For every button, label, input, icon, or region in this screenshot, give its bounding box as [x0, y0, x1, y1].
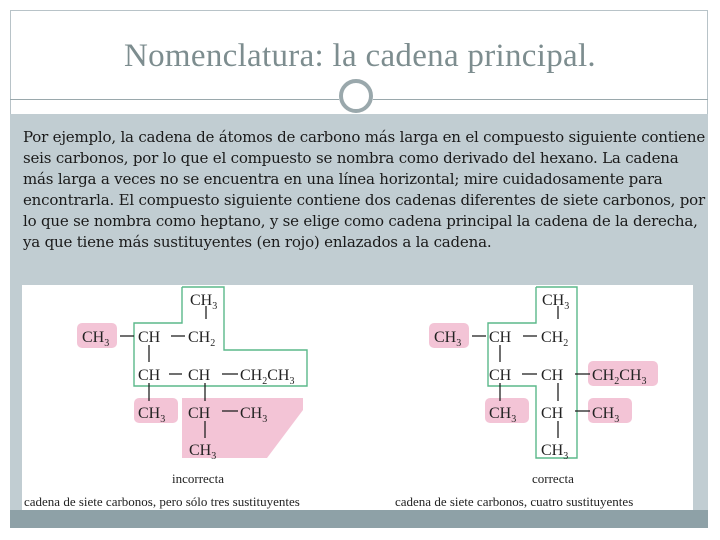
label-ch3-left: $CH_3$ — [82, 329, 110, 349]
label-ch3-bottom: $CH_3$ — [189, 442, 217, 462]
chain-diagram — [22, 285, 693, 511]
label-ch3-bottom: $CH_3$ — [541, 442, 569, 462]
body-paragraph: Por ejemplo, la cadena de átomos de carbono más larga en el compuesto siguiente contiene seis carbonos, por lo que el compuesto se nombra como derivado del hexano. La cadena más larga a veces no se encuentra en una línea horizontal; mire cuidadosamente para encontrarla. El compuesto siguiente contiene dos cadenas diferentes de siete carbonos, por lo que se nombra como heptano, y se elige como cadena principal la cadena de la derecha, ya que tiene más sustituyentes (en rojo) enlazados a la cadena. — [23, 128, 705, 251]
verdict-incorrecta: incorrecta — [172, 471, 224, 486]
structure-incorrecta — [24, 287, 307, 509]
label-ch2ch3: $CH_2CH_3$ — [240, 367, 295, 387]
label-ch-c: CH — [541, 367, 564, 384]
label-ch-d: CH — [188, 405, 211, 422]
verdict-correcta: correcta — [532, 471, 574, 486]
structure-correcta — [395, 287, 658, 509]
label-ch3-right: $CH_3$ — [240, 405, 268, 425]
label-ch-a: CH — [489, 329, 512, 346]
ornament-ring-icon — [339, 79, 373, 113]
caption-left: cadena de siete carbonos, pero sólo tres sustituyentes — [24, 494, 300, 509]
bottom-bar — [10, 510, 708, 528]
label-ch3-sub: $CH_3$ — [138, 405, 166, 425]
label-ch-c: CH — [188, 367, 211, 384]
label-ch2ch3: $CH_2CH_3$ — [592, 367, 647, 387]
label-ch3-right: $CH_3$ — [592, 405, 620, 425]
slide-title: Nomenclatura: la cadena principal. — [124, 38, 596, 74]
label-ch-d: CH — [541, 405, 564, 422]
chemistry-figure — [22, 285, 693, 511]
caption-right: cadena de siete carbonos, cuatro sustituyentes — [395, 494, 634, 509]
label-ch-b: CH — [489, 367, 512, 384]
label-ch2-a: $CH_2$ — [188, 329, 216, 349]
label-ch3-sub: $CH_3$ — [489, 405, 517, 425]
label-ch3-left: $CH_3$ — [434, 329, 462, 349]
label-ch3-top: $CH_3$ — [190, 292, 218, 312]
label-ch3-top: $CH_3$ — [542, 292, 570, 312]
label-ch2-a: $CH_2$ — [541, 329, 569, 349]
title-rule-left — [10, 99, 339, 100]
title-rule-right — [373, 99, 708, 100]
label-ch-b: CH — [138, 367, 161, 384]
label-ch-a: CH — [138, 329, 161, 346]
